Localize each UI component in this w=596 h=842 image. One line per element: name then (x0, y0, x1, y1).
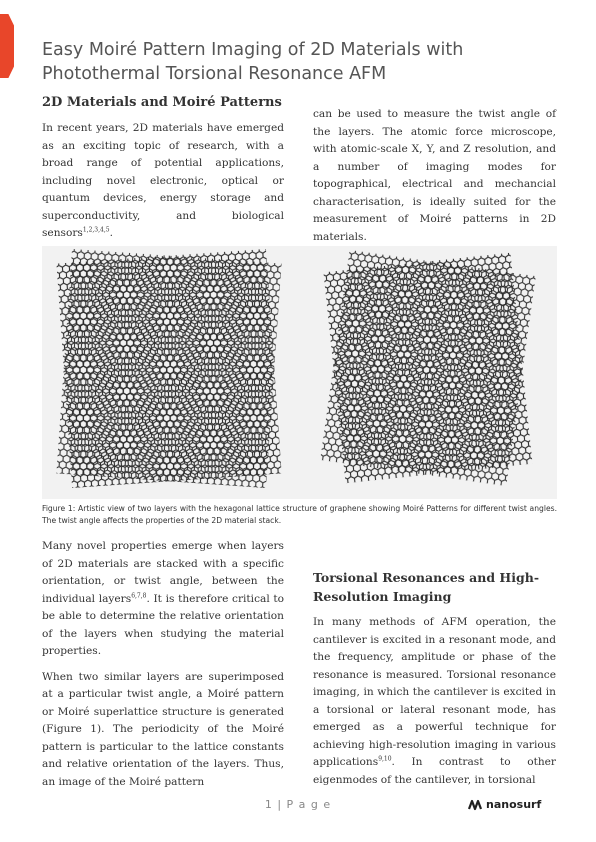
nanosurf-logo-icon (468, 799, 482, 811)
intro-refs: 1,2,3,4,5 (82, 226, 110, 234)
lattice-pair-large-angle (320, 250, 536, 486)
torsional-text-end: . In contrast to other eigenmodes of the cantilever, in torsional (313, 756, 556, 786)
intro-paragraph (42, 120, 284, 243)
figure-caption: Figure 1: Artistic view of two layers with the hexagonal lattice structure of graphene showing Moiré Patterns for different twist angles. The twist angle affects the properties of the 2D material stack. (42, 504, 557, 525)
section-heading-2d-materials: 2D Materials and Moiré Patterns (42, 95, 282, 110)
moire-paragraph: When two similar layers are superimposed at a particular twist angle, a Moiré pattern or Moiré superlattice structure is generated (Figure 1). The periodicity of the Moiré pattern is particular to the lattice constants and relative orientation of the layers. Thus, an image of the Moiré pattern (42, 670, 284, 788)
figure-moire-patterns (42, 246, 557, 499)
intro-column-left (42, 120, 284, 251)
twist-angle-text: Many novel properties emerge when layers of 2D materials are stacked with a specific orientation, or twist angle, between the individual layers (42, 540, 284, 605)
corner-accent-tab (0, 14, 14, 78)
torsional-refs: 9,10 (378, 755, 392, 763)
moire-lattice-illustration (42, 246, 557, 499)
twist-angle-text-end: . It is therefore critical to be able to determine the relative orientation of the layers when studying the material properties. (42, 592, 285, 657)
intro-text-end: . (109, 227, 113, 239)
page-number: 1 | P a g e (264, 798, 332, 811)
intro-column-right (313, 106, 556, 254)
logo-text: nanosurf (486, 798, 542, 811)
intro-continuation: can be used to measure the twist angle of the layers. The atomic force microscope, with atomic-scale X, Y, and Z resolution, and a number of imaging modes for topographical, electrical and mechancial characterisation, is ideally suited for the measurement of Moiré patterns in 2D materials. (313, 108, 556, 243)
twist-angle-paragraph (42, 538, 284, 661)
intro-text: In recent years, 2D materials have emerged as an exciting topic of research, with a broad range of potential applications, including novel electronic, optical or quantum devices, energy storage and superconductivity, and biological sensors (42, 122, 284, 239)
nanosurf-logo (468, 798, 541, 811)
section-heading-torsional-resonances: Torsional Resonances and High-Resolution Imaging (313, 570, 540, 604)
body-column-right (313, 614, 556, 797)
twist-angle-refs: 6,7,8 (131, 591, 147, 599)
torsional-text: In many methods of AFM operation, the cantilever is excited in a resonant mode, and the frequency, amplitude or phase of the resonance is measured. Torsional resonance imaging, in which the cantilever is excited in a torsional or lateral resonant mode, has emerged as a powerful technique for achieving high-resolution imaging in various applications (313, 616, 556, 768)
lattice-pair-small-angle (56, 249, 281, 488)
torsional-paragraph (313, 614, 556, 789)
document-title: Easy Moiré Pattern Imaging of 2D Materials with Photothermal Torsional Resonance AFM (42, 40, 464, 84)
body-column-left (42, 538, 284, 799)
